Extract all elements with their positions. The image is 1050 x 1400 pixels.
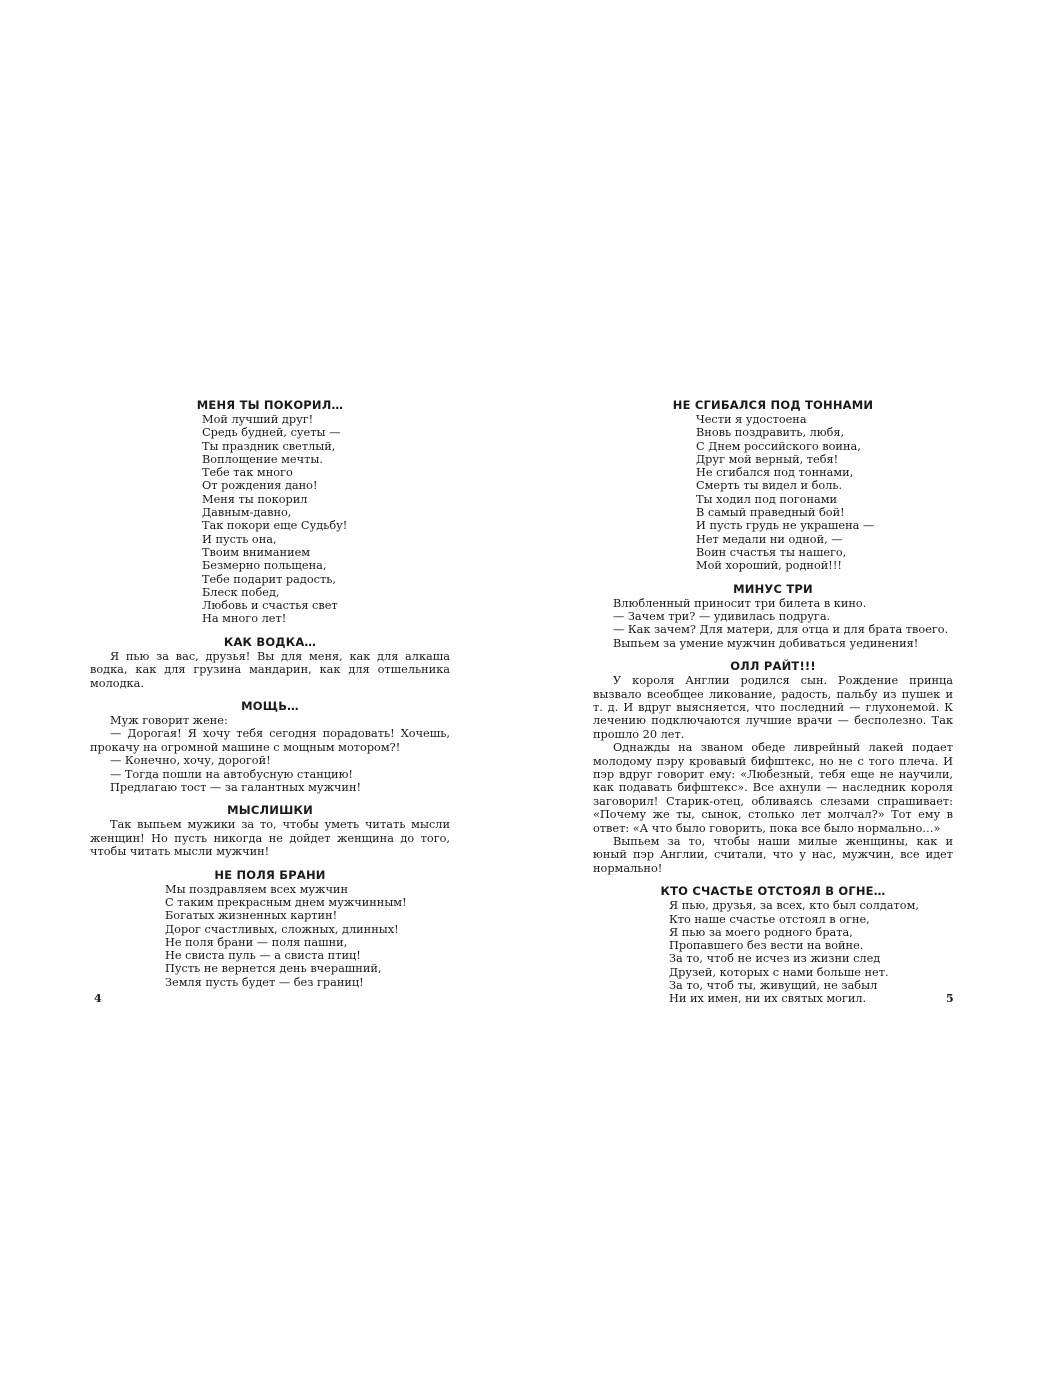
verse-line: Я пью, друзья, за всех, кто был солдатом, — [669, 899, 919, 913]
left-page — [90, 397, 450, 997]
verse-line: И пусть грудь не украшена — — [696, 519, 875, 533]
verse-line: С таким прекрасным днем мужчинным! — [165, 895, 407, 909]
verse-line: С Днем российского воина, — [696, 439, 861, 453]
verse-line: Дорог счастливых, сложных, длинных! — [165, 922, 399, 936]
prose — [593, 674, 953, 875]
section-ne-polya-brani — [90, 867, 450, 989]
verse-line: Нет медали ни одной, — — [696, 532, 843, 546]
right-page — [593, 397, 953, 1014]
verse-line: Не свиста пуль — а свиста птиц! — [165, 949, 361, 963]
section-title: НЕ ПОЛЯ БРАНИ — [214, 867, 326, 882]
verse-line: Ты праздник светлый, — [202, 439, 336, 453]
paragraph: Однажды на званом обеде ливрейный лакей подает молодому пэру кровавый бифштекс, но не с того плеча. И пэр вдруг говорит ему: «Любезный, тебя еще не научили, как подавать бифштекс». Все ахнули — наследник короля заговорил! Старик-отец, обливаясь слезами спрашивает: «Почему же ты, сынок, столько лет молчал?» Тот ему в ответ: «А что было говорить, пока все было нормально…» — [593, 741, 953, 835]
section-minus-tri — [593, 581, 953, 651]
verse-line: От рождения дано! — [202, 479, 318, 493]
verse-line: Ты ходил под погонами — [696, 492, 838, 506]
verse-line: Друг мой верный, тебя! — [696, 452, 839, 466]
prose — [90, 714, 450, 794]
prose — [593, 597, 953, 651]
paragraph: — Тогда пошли на автобусную станцию! — [110, 767, 353, 781]
section-title: КТО СЧАСТЬЕ ОТСТОЯЛ В ОГНЕ… — [660, 884, 886, 899]
verse-line: Смерть ты видел и боль. — [696, 479, 843, 493]
section-oll-rait — [593, 658, 953, 875]
section-title: МЕНЯ ТЫ ПОКОРИЛ… — [196, 398, 344, 412]
verse-line: Кто наше счастье отстоял в огне, — [669, 912, 870, 926]
verse-line: Воплощение мечты. — [202, 452, 323, 466]
verse-line: Пропавшего без вести на войне. — [669, 939, 864, 953]
section-title: МЫСЛИШКИ — [227, 803, 313, 818]
paragraph: — Конечно, хочу, дорогой! — [110, 754, 271, 768]
section-title: МОЩЬ… — [241, 698, 299, 713]
section-kak-vodka — [90, 634, 450, 690]
page-number-left: 4 — [94, 992, 102, 1005]
verse-line: Земля пусть будет — без границ! — [165, 975, 364, 989]
section-ne-sgibalsya — [593, 397, 953, 573]
paragraph: Так выпьем мужики за то, чтобы уметь читать мысли женщин! Но пусть никогда не дойдет женщина до того, чтобы читать мысли мужчин! — [90, 818, 450, 859]
verse-line: И пусть она, — [202, 532, 277, 546]
section-title: НЕ СГИБАЛСЯ ПОД ТОННАМИ — [672, 398, 874, 412]
paragraph: — Зачем три? — удивилась подруга. — [613, 609, 831, 623]
verse-line: Безмерно польщена, — [202, 559, 327, 573]
verse-line: Так покори еще Судьбу! — [202, 519, 348, 533]
paragraph: Муж говорит жене: — [110, 713, 228, 727]
verse-line: Ни их имен, ни их святых могил. — [669, 992, 867, 1006]
paragraph: — Как зачем? Для матери, для отца и для брата твоего. — [613, 623, 949, 637]
verse-line: Блеск побед, — [202, 585, 280, 599]
prose — [90, 650, 450, 690]
paragraph: Влюбленный приносит три билета в кино. — [613, 596, 867, 610]
section-title: КАК ВОДКА… — [223, 634, 317, 649]
verse-line: Пусть не вернется день вчерашний, — [165, 962, 382, 976]
verse-line: Тебе подарит радость, — [202, 572, 336, 586]
verse-line: Любовь и счастья свет — [202, 599, 338, 613]
prose — [90, 818, 450, 858]
verse-line: Не поля брани — поля пашни, — [165, 935, 348, 949]
verse — [593, 899, 953, 1005]
verse-line: За то, чтоб не исчез из жизни след — [669, 952, 881, 966]
verse-line: В самый праведный бой! — [696, 506, 845, 520]
paragraph: Предлагаю тост — за галантных мужчин! — [110, 781, 362, 794]
section-menya-ty-pokoril — [90, 397, 450, 626]
verse-line: Я пью за моего родного брата, — [669, 925, 853, 939]
verse-line: Вновь поздравить, любя, — [696, 426, 845, 440]
verse-line: Давным-давно, — [202, 506, 292, 520]
section-myslishki — [90, 802, 450, 858]
verse-line: На много лет! — [202, 612, 287, 626]
verse-line: Средь будней, суеты — — [202, 426, 341, 440]
paragraph: Я пью за вас, друзья! Вы для меня, как для алкаша водка, как для грузина мандарин, как для отшельника молодка. — [90, 649, 450, 690]
paragraph: — Дорогая! Я хочу тебя сегодня порадовать! Хочешь, прокачу на огромной машине с мощным мотором?! — [90, 727, 450, 754]
section-moshch — [90, 698, 450, 794]
section-title: ОЛЛ РАЙТ!!! — [730, 659, 816, 674]
verse — [593, 413, 953, 573]
verse — [90, 413, 450, 626]
verse-line: Друзей, которых с нами больше нет. — [669, 965, 889, 979]
verse-line: Меня ты покорил — [202, 492, 308, 506]
verse-line: Чести я удостоена — [696, 413, 807, 426]
verse-line: Мой хороший, родной!!! — [696, 559, 842, 573]
section-kto-schastye — [593, 883, 953, 1005]
verse — [90, 883, 450, 989]
verse-line: Мы поздравляем всех мужчин — [165, 882, 348, 896]
verse-line: Твоим вниманием — [202, 545, 311, 559]
paragraph: Выпьем за умение мужчин добиваться уединения! — [613, 636, 919, 650]
verse-line: Тебе так много — [202, 466, 293, 480]
paragraph: Выпьем за то, чтобы наши милые женщины, как и юный пэр Англии, считали, что у нас, мужчин, все идет нормально! — [593, 835, 953, 875]
verse-line: Не сгибался под тоннами, — [696, 466, 854, 480]
verse-line: Мой лучший друг! — [202, 413, 314, 426]
verse-line: Богатых жизненных картин! — [165, 909, 338, 923]
paragraph: У короля Англии родился сын. Рождение принца вызвало всеобщее ликование, радость, пальбу из пушек и т. д. И вдруг выясняется, что последний — глухонемой. К лечению подключаются лучшие врачи — бесполезно. Так прошло 20 лет. — [593, 674, 953, 741]
section-title: МИНУС ТРИ — [733, 581, 813, 596]
page-number-right: 5 — [946, 992, 954, 1005]
verse-line: За то, чтоб ты, живущий, не забыл — [669, 979, 878, 993]
verse-line: Воин счастья ты нашего, — [696, 545, 847, 559]
